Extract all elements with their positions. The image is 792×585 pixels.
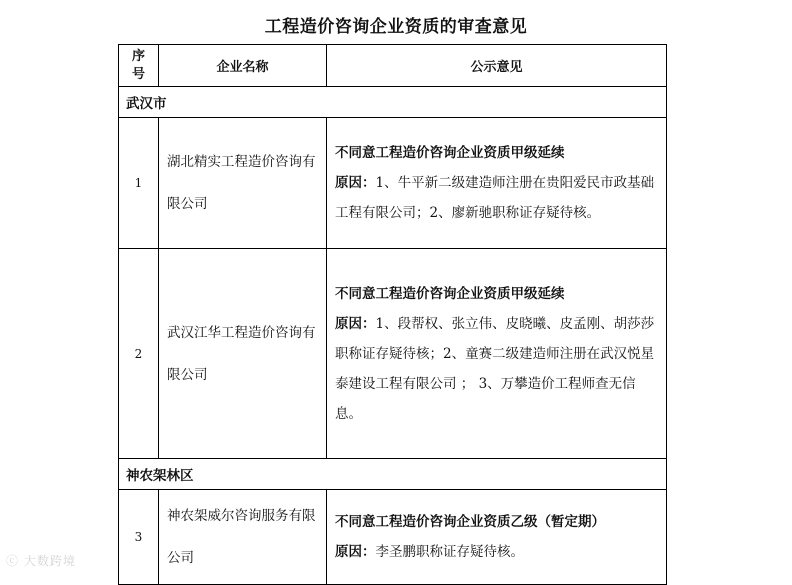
table-row bbox=[119, 490, 667, 585]
region-label: 武汉市 bbox=[119, 87, 667, 118]
reason-label: 原因： bbox=[335, 175, 376, 191]
region-row bbox=[119, 459, 667, 490]
company-name: 神农架威尔咨询服务有限公司 bbox=[159, 490, 327, 585]
opinion-cell bbox=[327, 490, 667, 585]
header-index: 序号 bbox=[119, 45, 159, 87]
opinion-cell bbox=[327, 118, 667, 249]
watermark-text: 大数跨境 bbox=[23, 554, 76, 568]
header-opinion: 公示意见 bbox=[327, 45, 667, 87]
table-header-row bbox=[119, 45, 667, 87]
table-row bbox=[119, 249, 667, 459]
region-row bbox=[119, 87, 667, 118]
reason-text: 1、牛平新二级建造师注册在贵阳爱民市政基础工程有限公司；2、廖新驰职称证存疑待核。 bbox=[335, 175, 655, 221]
row-index: 1 bbox=[119, 118, 159, 249]
opinion-reason bbox=[335, 168, 658, 228]
region-label: 神农架林区 bbox=[119, 459, 667, 490]
company-name: 武汉江华工程造价咨询有限公司 bbox=[159, 249, 327, 459]
opinion-cell bbox=[327, 249, 667, 459]
opinion-head: 不同意工程造价咨询企业资质乙级（暂定期） bbox=[335, 514, 605, 530]
reason-label: 原因： bbox=[335, 315, 376, 332]
reason-text: 1、段帮权、张立伟、皮晓曦、皮孟刚、胡莎莎职称证存疑待核；2、童赛二级建造师注册在武汉悦星泰建设工程有限公司 ； 3、万攀造价工程师查无信息。 bbox=[335, 315, 655, 422]
watermark-icon: ⓒ bbox=[6, 554, 20, 568]
reason-text: 李圣鹏职称证存疑待核。 bbox=[375, 544, 524, 560]
opinion-head: 不同意工程造价咨询企业资质甲级延续 bbox=[335, 285, 565, 302]
opinion-reason bbox=[335, 537, 658, 567]
opinion-reason bbox=[335, 309, 658, 429]
header-company: 企业名称 bbox=[159, 45, 327, 87]
review-table bbox=[118, 44, 667, 585]
reason-label: 原因： bbox=[335, 544, 376, 560]
opinion-head: 不同意工程造价咨询企业资质甲级延续 bbox=[335, 145, 565, 161]
company-name: 湖北精实工程造价咨询有限公司 bbox=[159, 118, 327, 249]
row-index: 2 bbox=[119, 249, 159, 459]
row-index: 3 bbox=[119, 490, 159, 585]
watermark-logo bbox=[6, 552, 76, 569]
document-title: 工程造价咨询企业资质的审查意见 bbox=[264, 17, 528, 37]
table-row bbox=[119, 118, 667, 249]
